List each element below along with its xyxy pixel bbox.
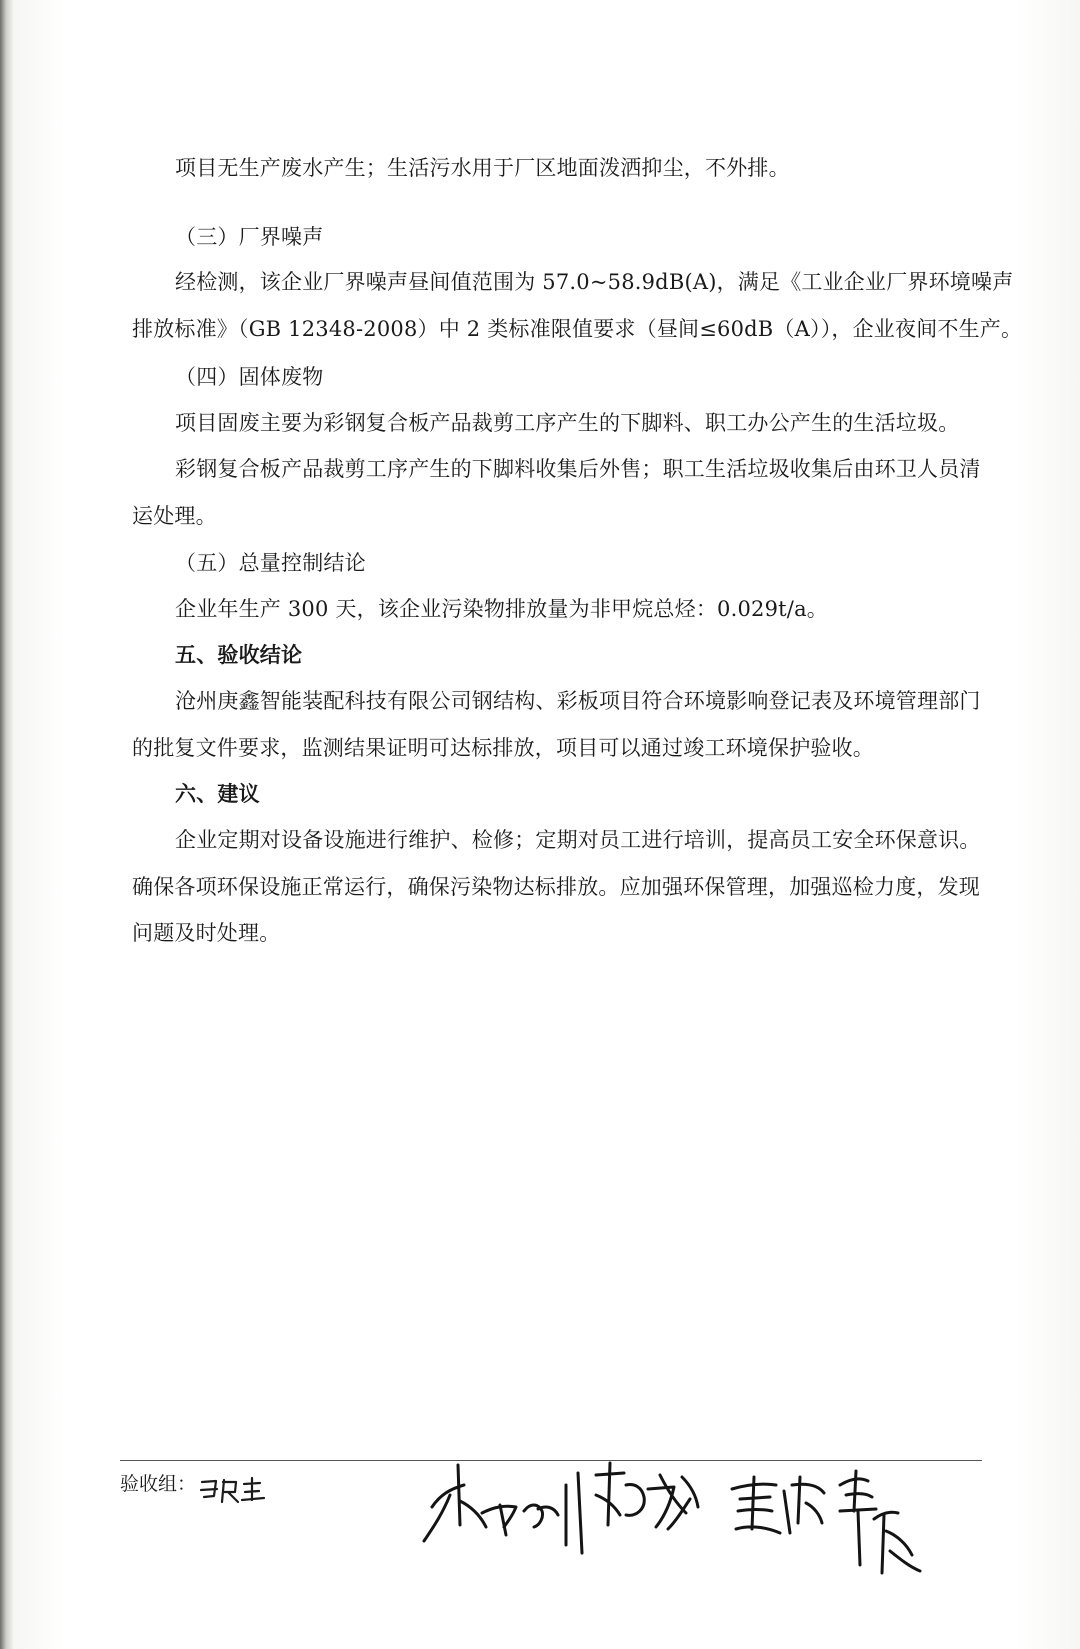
handwritten-signatures	[420, 1455, 980, 1605]
scan-edge-shadow	[0, 0, 14, 1649]
paragraph-noise-line1: 经检测，该企业厂界噪声昼间值范围为 57.0~58.9dB(A)，满足《工业企业厂界环境噪声	[175, 270, 1014, 294]
heading-noise: （三）厂界噪声	[175, 225, 324, 249]
paragraph-suggestions-line3: 问题及时处理。	[132, 921, 281, 945]
paragraph-solid-waste-handling-line2: 运处理。	[132, 504, 217, 528]
paragraph-suggestions-line2: 确保各项环保设施正常运行，确保污染物达标排放。应加强环保管理，加强巡检力度，发现	[132, 875, 980, 899]
heading-solid-waste: （四）固体废物	[175, 365, 324, 389]
heading-total-control: （五）总量控制结论	[175, 551, 366, 575]
paragraph-wastewater: 项目无生产废水产生；生活污水用于厂区地面泼洒抑尘，不外排。	[175, 156, 790, 180]
section-suggestions: 六、建议	[175, 781, 260, 806]
acceptance-group-label: 验收组：	[120, 1473, 197, 1495]
paragraph-noise-line2: 排放标准》（GB 12348-2008）中 2 类标准限值要求（昼间≤60dB（A）），企业夜间不生产。	[132, 317, 1023, 341]
handwritten-signature-ma	[198, 1474, 268, 1506]
section-acceptance-conclusion: 五、验收结论	[175, 642, 303, 667]
paragraph-total-control: 企业年生产 300 天，该企业污染物排放量为非甲烷总烃：0.029t/a。	[175, 597, 828, 621]
paragraph-conclusion-line1: 沧州庚鑫智能装配科技有限公司钢结构、彩板项目符合环境影响登记表及环境管理部门	[175, 689, 981, 713]
paragraph-conclusion-line2: 的批复文件要求，监测结果证明可达标排放，项目可以通过竣工环境保护验收。	[132, 736, 874, 760]
paragraph-solid-waste-handling-line1: 彩钢复合板产品裁剪工序产生的下脚料收集后外售；职工生活垃圾收集后由环卫人员清	[175, 457, 981, 481]
paragraph-solid-waste: 项目固废主要为彩钢复合板产品裁剪工序产生的下脚料、职工办公产生的生活垃圾。	[175, 411, 960, 435]
paragraph-suggestions-line1: 企业定期对设备设施进行维护、检修；定期对员工进行培训，提高员工安全环保意识。	[175, 828, 981, 852]
